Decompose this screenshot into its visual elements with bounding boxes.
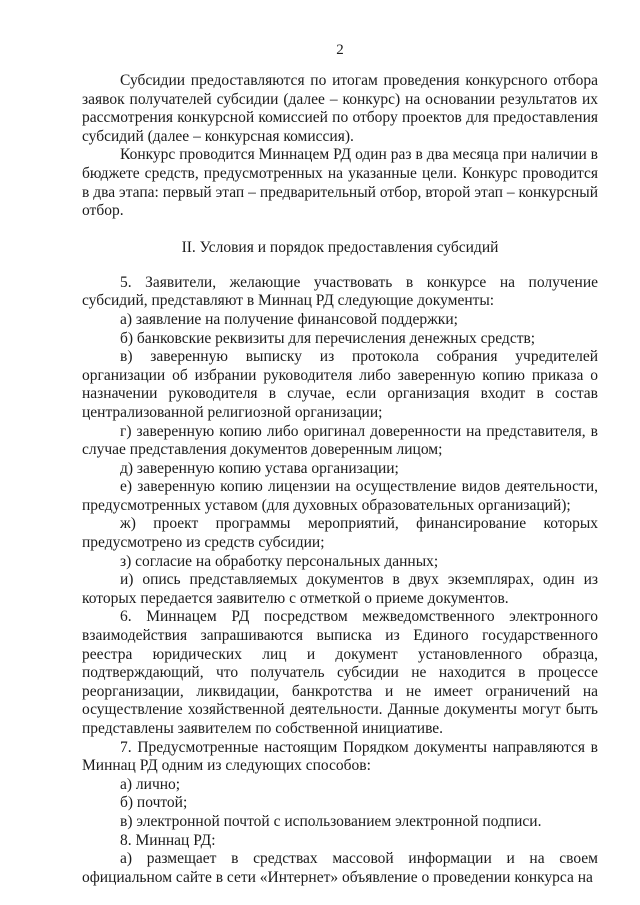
- paragraph-item-8: 8. Миннац РД:: [120, 831, 216, 849]
- paragraph-subsidies-intro: Субсидии предоставляются по итогам проведения конкурсного отбора заявок получателей субсидии (далее – конкурс) на основании результатов их рассмотрения конкурсной комиссией по отбору проектов для предоставления субсидий (далее – конкурсная комиссия).: [82, 72, 598, 145]
- list-item-5zh: ж) проект программы мероприятий, финансирование которых предусмотрено из средств субсидии;: [82, 515, 598, 552]
- list-item-5v: в) заверенную выписку из протокола собрания учредителей организации об избрании руководителя либо заверенную копию приказа о назначении руководителя в случае, если организация входит в состав централизованной религиозной организации;: [82, 348, 598, 421]
- paragraph-item-7: 7. Предусмотренные настоящим Порядком документы направляются в Миннац РД одним из следующих способов:: [82, 738, 598, 775]
- section-heading: II. Условия и порядок предоставления субсидий: [181, 238, 499, 256]
- list-item-5e: е) заверенную копию лицензии на осуществление видов деятельности, предусмотренных уставом (для духовных образовательных организаций);: [82, 478, 598, 514]
- list-item-5z: з) согласие на обработку персональных данных;: [120, 552, 439, 570]
- list-item-5d: д) заверенную копию устава организации;: [120, 459, 399, 477]
- list-item-5i: и) опись представляемых документов в двух экземплярах, один из которых передается заявителю с отметкой о приеме документов.: [82, 571, 598, 607]
- paragraph-contest-schedule: Конкурс проводится Миннацем РД один раз в два месяца при наличии в бюджете средств, предусмотренных на указанные цели. Конкурс проводится в два этапа: первый этап – предварительный отбор, второй этап – конкурсный отбор.: [82, 146, 598, 220]
- page-number: 2: [336, 42, 344, 58]
- list-item-5a: а) заявление на получение финансовой поддержки;: [120, 310, 458, 328]
- list-item-5g: г) заверенную копию либо оригинал доверенности на представителя, в случае представления документов доверенным лицом;: [82, 422, 598, 459]
- paragraph-item-6: 6. Миннацем РД посредством межведомственного электронного взаимодействия запрашиваются выписка из Единого государственного реестра юридических лиц и документ установленного образца, подтверждающий, что получатель субсидии не находится в процессе реорганизации, ликвидации, банкротства и не имеет ограничений на осуществление хозяйственной деятельности. Данные документы могут быть представлены заявителем по собственной инициативе.: [82, 608, 598, 737]
- list-item-7b: б) почтой;: [120, 794, 188, 812]
- list-item-7v: в) электронной почтой с использованием электронной подписи.: [120, 812, 542, 830]
- list-item-5b: б) банковские реквизиты для перечисления денежных средств;: [120, 329, 536, 347]
- list-item-7a: а) лично;: [120, 775, 181, 793]
- paragraph-item-5: 5. Заявители, желающие участвовать в конкурсе на получение субсидий, представляют в Миннац РД следующие документы:: [82, 273, 598, 310]
- list-item-8a: а) размещает в средствах массовой информации и на своем официальном сайте в сети «Интернет» объявление о проведении конкурса на: [82, 850, 598, 886]
